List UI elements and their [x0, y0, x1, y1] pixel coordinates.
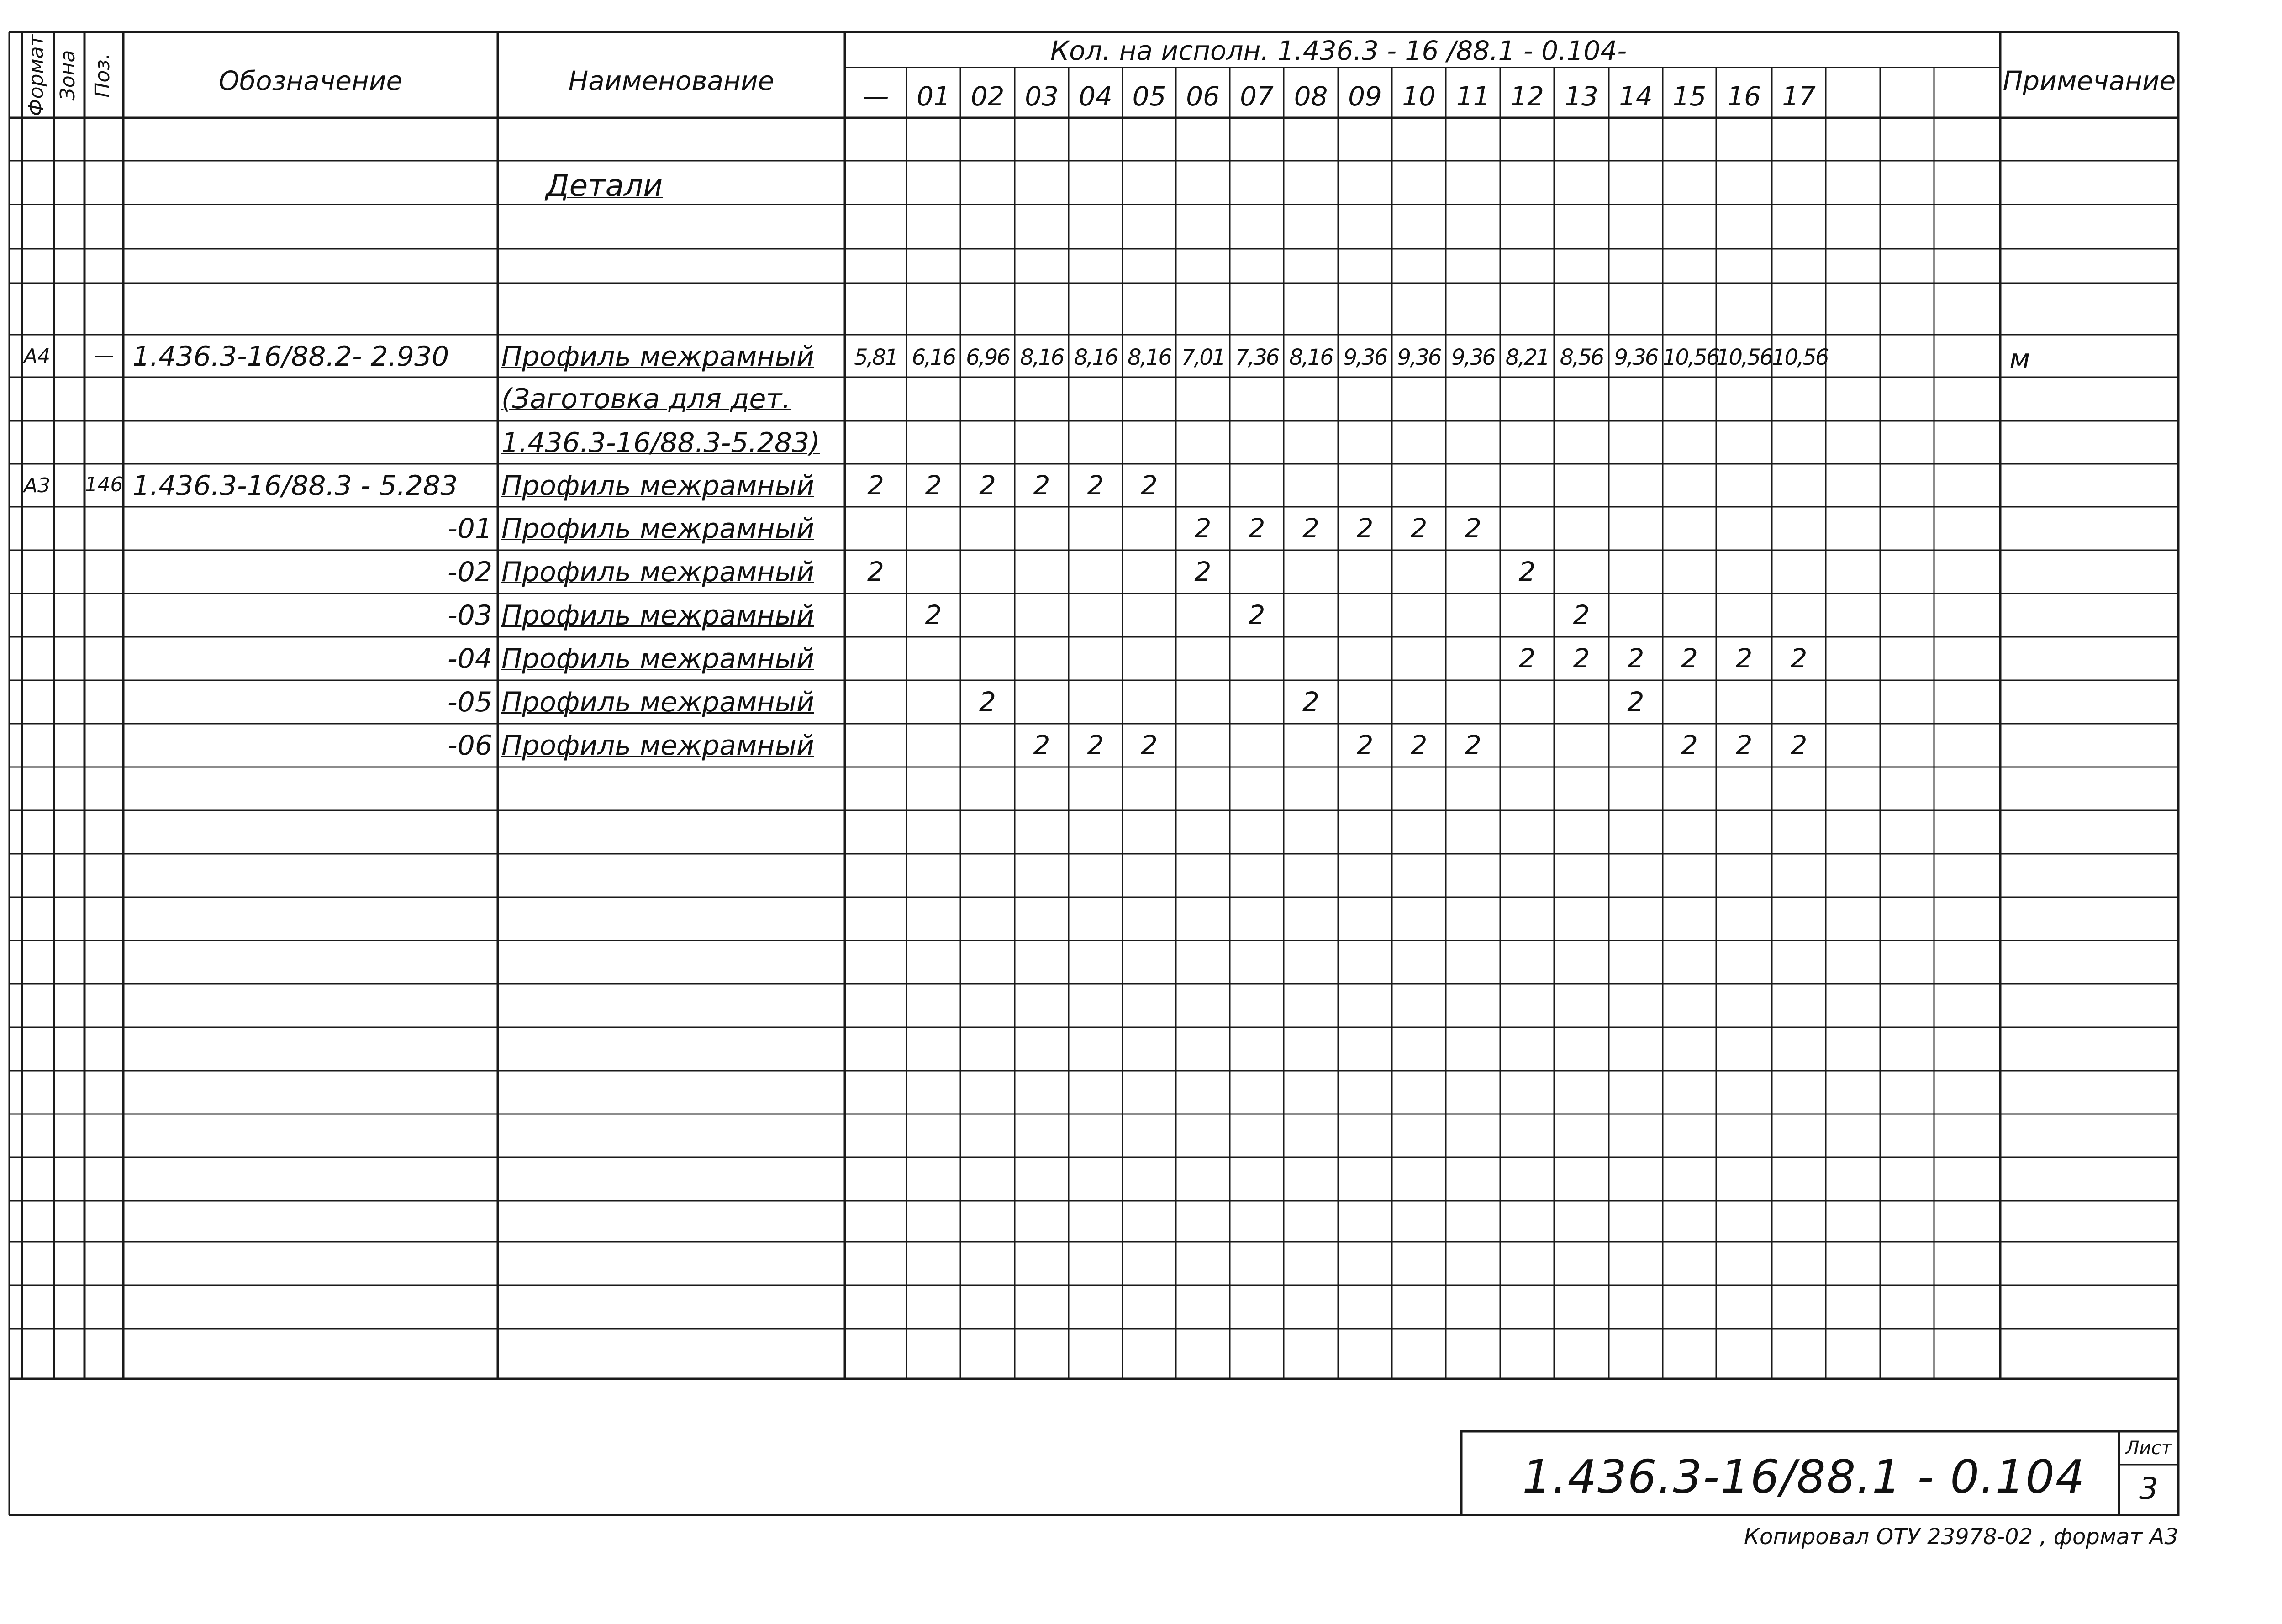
header-note: Примечание — [2003, 65, 2176, 96]
quantity-cell: 2 — [1033, 730, 1050, 761]
row-format: А4 — [24, 345, 51, 368]
row-designation: 1.436.3-16/88.2- 2.930 — [132, 341, 449, 373]
row-designation: -06 — [448, 730, 492, 762]
header-variant-6: 06 — [1186, 81, 1220, 112]
quantity-cell: 6,96 — [966, 345, 1009, 370]
quantity-cell: 2 — [1087, 470, 1104, 501]
quantity-cell: 7,01 — [1181, 345, 1225, 370]
header-variant-12: 12 — [1510, 81, 1544, 112]
quantity-cell: 2 — [1790, 643, 1808, 674]
header-variant-8: 08 — [1294, 81, 1328, 112]
quantity-cell: 2 — [1681, 643, 1698, 674]
quantity-cell: 2 — [1194, 556, 1212, 587]
quantity-cell: 9,36 — [1343, 345, 1387, 370]
header-variant-17: 17 — [1782, 81, 1816, 112]
row-name: Профиль межрамный — [501, 513, 814, 545]
header-variant-9: 09 — [1348, 81, 1382, 112]
quantity-cell: 2 — [925, 599, 942, 631]
quantity-cell: 2 — [1410, 730, 1428, 761]
row-name: Профиль межрамный — [501, 643, 814, 675]
quantity-cell: 8,16 — [1074, 345, 1117, 370]
header-variant-16: 16 — [1727, 81, 1761, 112]
row-name: Профиль межрамный — [501, 730, 814, 762]
quantity-cell: 9,36 — [1397, 345, 1441, 370]
quantity-cell: 2 — [867, 470, 884, 501]
header-variant-3: 03 — [1025, 81, 1059, 112]
row-position: 146 — [84, 473, 123, 496]
quantity-cell: 10,56 — [1716, 345, 1772, 370]
row-name: Профиль межрамный — [501, 341, 814, 373]
row-name: Профиль межрамный — [501, 599, 814, 631]
quantity-cell: 2 — [1465, 513, 1481, 544]
header-variant-10: 10 — [1402, 81, 1436, 112]
quantity-cell: 8,16 — [1020, 345, 1064, 370]
quantity-cell: 2 — [1627, 686, 1644, 717]
quantity-cell: 2 — [1248, 513, 1265, 544]
row-note: м — [2009, 343, 2030, 375]
quantity-cell: 2 — [1681, 730, 1698, 761]
header-variant-5: 05 — [1132, 81, 1166, 112]
row-designation: -03 — [448, 599, 492, 631]
quantity-cell: 2 — [1465, 730, 1481, 761]
row-name: Профиль межрамный — [501, 556, 814, 588]
row-name: Профиль межрамный — [501, 470, 814, 502]
quantity-cell: 2 — [1518, 556, 1536, 587]
header-designation: Обозначение — [218, 65, 403, 96]
quantity-cell: 8,56 — [1560, 345, 1603, 370]
header-format: Формат — [25, 34, 48, 116]
quantity-cell: 2 — [1194, 513, 1212, 544]
quantity-cell: 2 — [1033, 470, 1050, 501]
sheet-number: 3 — [2139, 1471, 2158, 1506]
quantity-cell: 10,56 — [1663, 345, 1719, 370]
quantity-cell: 2 — [1627, 643, 1644, 674]
quantity-cell: 2 — [979, 686, 996, 717]
row-designation: -02 — [448, 556, 492, 588]
quantity-cell: 2 — [867, 556, 884, 587]
quantity-cell: 2 — [1573, 643, 1590, 674]
quantity-cell: 10,56 — [1772, 345, 1828, 370]
quantity-cell: 2 — [1141, 730, 1158, 761]
quantity-cell: 2 — [1356, 730, 1374, 761]
quantity-cell: 9,36 — [1614, 345, 1658, 370]
header-variant-2: 02 — [970, 81, 1005, 112]
quantity-cell: 2 — [1356, 513, 1374, 544]
row-designation: 1.436.3-16/88.3 - 5.283 — [132, 470, 458, 502]
quantity-cell: 2 — [1790, 730, 1808, 761]
header-variant-0: — — [862, 81, 889, 112]
header-pos: Поз. — [90, 53, 114, 98]
row-designation: -01 — [448, 513, 492, 545]
quantity-cell: 9,36 — [1451, 345, 1495, 370]
row-designation: -04 — [448, 643, 492, 675]
header-variant-13: 13 — [1565, 81, 1598, 112]
quantity-cell: 2 — [1087, 730, 1104, 761]
row-format: А3 — [24, 474, 51, 497]
row-name: (Заготовка для дет. — [501, 383, 791, 415]
row-name: Профиль межрамный — [501, 686, 814, 718]
header-variant-1: 01 — [917, 81, 950, 112]
row-name: 1.436.3-16/88.3-5.283) — [501, 427, 820, 459]
quantity-cell: 2 — [1410, 513, 1428, 544]
header-variant-15: 15 — [1672, 81, 1707, 112]
header-name: Наименование — [568, 65, 775, 96]
header-variant-7: 07 — [1240, 81, 1274, 112]
quantity-cell: 2 — [925, 470, 942, 501]
header-zone: Зона — [56, 50, 79, 101]
quantity-cell: 7,36 — [1235, 345, 1279, 370]
quantity-cell: 2 — [1248, 599, 1265, 631]
copied-by-note: Копировал ОТУ 23978-02 , формат А3 — [1744, 1524, 2178, 1550]
quantity-cell: 6,16 — [912, 345, 955, 370]
quantity-cell: 2 — [1302, 686, 1319, 717]
quantity-cell: 8,16 — [1128, 345, 1171, 370]
quantity-cell: 2 — [1573, 599, 1590, 631]
quantity-cell: 2 — [1735, 643, 1753, 674]
quantity-cell: 2 — [1302, 513, 1319, 544]
quantity-cell: 5,81 — [854, 345, 897, 370]
section-title-details: Детали — [546, 168, 663, 203]
header-variant-11: 11 — [1456, 81, 1490, 112]
quantity-cell: 2 — [1518, 643, 1536, 674]
sheet-label: Лист — [2125, 1438, 2172, 1459]
quantity-cell: 8,21 — [1505, 345, 1549, 370]
row-designation: -05 — [448, 686, 492, 718]
quantity-cell: 2 — [1735, 730, 1753, 761]
quantity-cell: 2 — [1141, 470, 1158, 501]
header-variant-4: 04 — [1079, 81, 1112, 112]
quantity-cell: 2 — [979, 470, 996, 501]
document-code: 1.436.3-16/88.1 - 0.104 — [1522, 1450, 2086, 1503]
header-quantity-title: Кол. на исполн. 1.436.3 - 16 /88.1 - 0.104- — [1050, 35, 1627, 66]
header-variant-14: 14 — [1619, 81, 1653, 112]
quantity-cell: 8,16 — [1289, 345, 1333, 370]
row-position: — — [94, 344, 114, 367]
